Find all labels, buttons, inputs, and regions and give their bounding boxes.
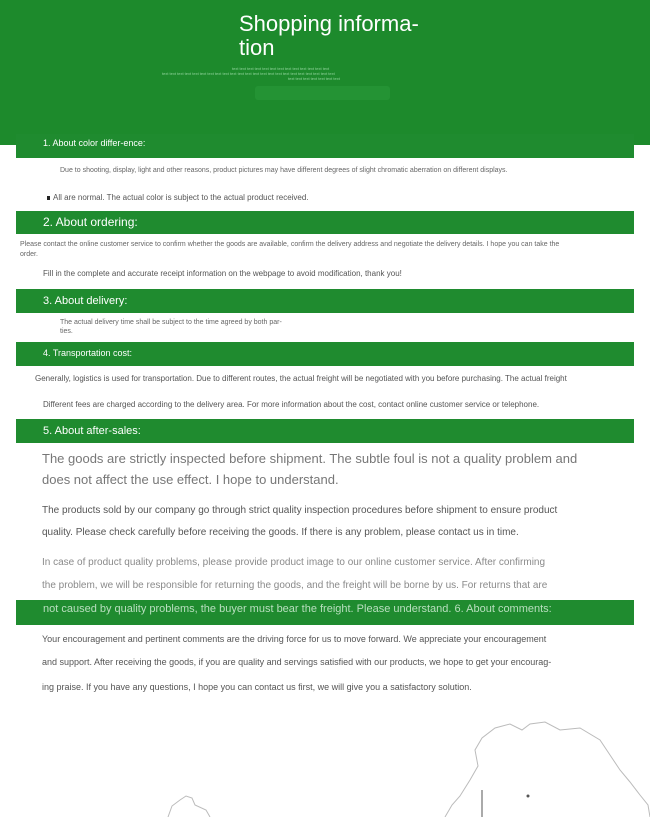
section-text: does not affect the use effect. I hope to understand. xyxy=(42,472,339,487)
section-text: ing praise. If you have any questions, I hope you can contact us first, we will give you a satisfactory solution. xyxy=(42,682,472,692)
section-heading-delivery xyxy=(16,289,634,313)
header-banner xyxy=(0,0,650,148)
section-text: and support. After receiving the goods, if you are quality and servings satisfied with our products, we hope to get your encourag- xyxy=(42,657,552,667)
section-text: The actual delivery time shall be subject to the time agreed by both par- xyxy=(60,319,282,326)
section-text: Fill in the complete and accurate receipt information on the webpage to avoid modification, thank you! xyxy=(43,269,402,278)
header-small-text: text text text text text text text text text text text text text text text text text text text text text text text xyxy=(162,71,335,76)
section-heading-text: 1. About color differ-ence: xyxy=(43,138,146,148)
page-title xyxy=(239,12,439,60)
section-text: ties. xyxy=(60,328,73,335)
section-text: Different fees are charged according to the delivery area. For more information about the cost, contact online customer service or telephone. xyxy=(43,400,540,409)
section-heading-aftersales xyxy=(16,419,634,443)
section-heading-text: 5. About after-sales: xyxy=(43,425,141,437)
header-small-text: text text text text text text text text text text text text text xyxy=(232,66,330,71)
section-text: In case of product quality problems, please provide product image to our online customer service. After confirming xyxy=(42,557,546,568)
section-text: quality. Please check carefully before receiving the goods. If there is any problem, please contact us in time. xyxy=(42,527,519,538)
section-text: All are normal. The actual color is subject to the actual product received. xyxy=(53,193,309,202)
section-text: Please contact the online customer service to confirm whether the goods are available, confirm the delivery address and negotiate the delivery details. I hope you can take the xyxy=(20,241,560,248)
section-text: The products sold by our company go through strict quality inspection procedures before shipment to ensure product xyxy=(42,505,558,516)
section-heading-text: 2. About ordering: xyxy=(43,215,138,229)
section-heading-transport xyxy=(16,342,634,366)
section-text: The goods are strictly inspected before shipment. The subtle foul is not a quality problem and xyxy=(42,451,578,466)
header-small-text: text text text text text text text xyxy=(288,76,340,81)
title-line-1: Shopping informa- xyxy=(239,11,419,36)
section-text: Your encouragement and pertinent comments are the driving force for us to move forward. We appreciate your encouragement xyxy=(42,634,547,644)
map-outline-illustration xyxy=(0,700,650,817)
section-heading-text: 4. Transportation cost: xyxy=(43,348,133,358)
section-heading-ordering xyxy=(16,211,634,234)
header-blur-decoration xyxy=(255,86,390,100)
section-text: the problem, we will be responsible for returning the goods, and the freight will be borne by us. For returns that are xyxy=(42,580,548,591)
section-text: order. xyxy=(20,251,38,258)
section-text: Generally, logistics is used for transportation. Due to different routes, the actual freight will be negotiated with you before purchasing. The actual freight xyxy=(35,374,567,383)
section-heading-text: not caused by quality problems, the buyer must bear the freight. Please understand. 6. About comments: xyxy=(43,603,552,615)
section-heading-color xyxy=(16,134,634,158)
bullet-dot xyxy=(47,196,50,200)
section-heading-comments xyxy=(16,600,634,625)
title-line-2: tion xyxy=(239,35,275,60)
section-text: Due to shooting, display, light and other reasons, product pictures may have different degrees of slight chromatic aberration on different displays. xyxy=(60,167,508,174)
section-heading-text: 3. About delivery: xyxy=(43,295,128,307)
